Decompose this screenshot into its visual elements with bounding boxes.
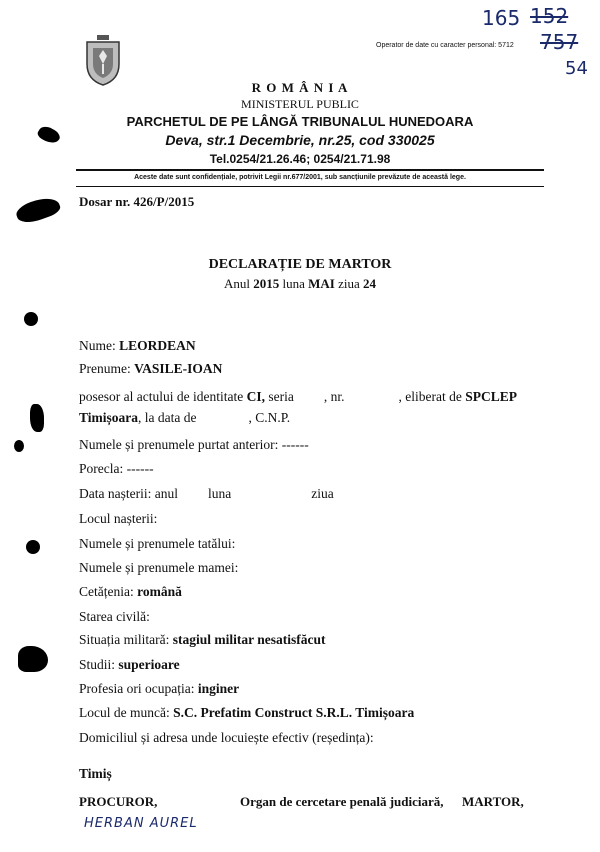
field-prenume: Prenume: VASILE-IOAN	[79, 361, 223, 376]
procuror-label: PROCUROR,	[79, 794, 158, 809]
field-identity-doc: posesor al actului de identitate CI, seria , nr. , eliberat de SPCLEP	[79, 389, 517, 404]
field-mama: Numele și prenumele mamei:	[79, 560, 239, 575]
field-situatia-militara: Situația militară: stagiul militar nesatisfăcut	[79, 632, 326, 647]
ministry-heading: MINISTERUL PUBLIC	[241, 97, 359, 111]
field-cetatenia: Cetățenia: română	[79, 584, 182, 599]
redaction-mark	[14, 440, 24, 452]
address-line: Deva, str.1 Decembrie, nr.25, cod 330025	[165, 132, 435, 148]
field-nume: Nume: LEORDEAN	[79, 338, 196, 353]
field-tatal: Numele și prenumele tatălui:	[79, 536, 236, 551]
redaction-mark	[24, 312, 38, 326]
country-heading: R O M Â N I A	[251, 80, 349, 95]
county-label: Timiș	[79, 766, 112, 781]
field-stare-civila: Starea civilă:	[79, 609, 150, 624]
dosar-number: Dosar nr. 426/P/2015	[79, 194, 195, 209]
coat-of-arms-icon	[83, 34, 123, 86]
handwritten-number: 165	[482, 6, 521, 30]
redaction-mark	[26, 540, 40, 554]
header-divider	[76, 186, 544, 187]
field-domiciliu: Domiciliul și adresa unde locuiește efectiv (reședința):	[79, 730, 374, 745]
header-divider	[76, 169, 544, 171]
organ-label: Organ de cercetare penală judiciară,	[240, 794, 444, 809]
document-date: Anul 2015 luna MAI ziua 24	[223, 276, 376, 291]
institution-heading: PARCHETUL DE PE LÂNGĂ TRIBUNALUL HUNEDOARA	[126, 114, 474, 129]
field-locul-de-munca: Locul de muncă: S.C. Prefatim Construct S.R.L. Timișoara	[79, 705, 415, 720]
field-fost-nume: Numele și prenumele purtat anterior: ------	[79, 437, 309, 452]
document-title: DECLARAȚIE DE MARTOR	[208, 257, 392, 272]
handwritten-signature: HERBAN AUREL	[84, 816, 198, 831]
redaction-mark	[30, 404, 44, 432]
handwritten-number: 757	[540, 30, 579, 54]
redaction-mark	[18, 646, 48, 672]
handwritten-number: 54	[565, 58, 588, 79]
phone-line: Tel.0254/21.26.46; 0254/21.71.98	[209, 152, 391, 166]
redaction-mark	[14, 193, 62, 227]
handwritten-number: 152	[530, 4, 569, 28]
operator-line: Operator de date cu caracter personal: 5712	[376, 42, 514, 49]
field-data-nasterii: Data nașterii: anul luna ziua	[79, 486, 334, 501]
field-porecla: Porecla: ------	[79, 461, 154, 476]
field-issuer-date: Timișoara, la data de , C.N.P.	[79, 410, 291, 425]
field-profesia: Profesia ori ocupația: inginer	[79, 681, 240, 696]
martor-label: MARTOR,	[462, 794, 524, 809]
field-locul-nasterii: Locul nașterii:	[79, 511, 158, 526]
field-studii: Studii: superioare	[79, 657, 180, 672]
confidentiality-note: Aceste date sunt confidențiale, potrivit Legii nr.677/2001, sub sancțiunile prevăzute de această lege.	[134, 174, 466, 181]
